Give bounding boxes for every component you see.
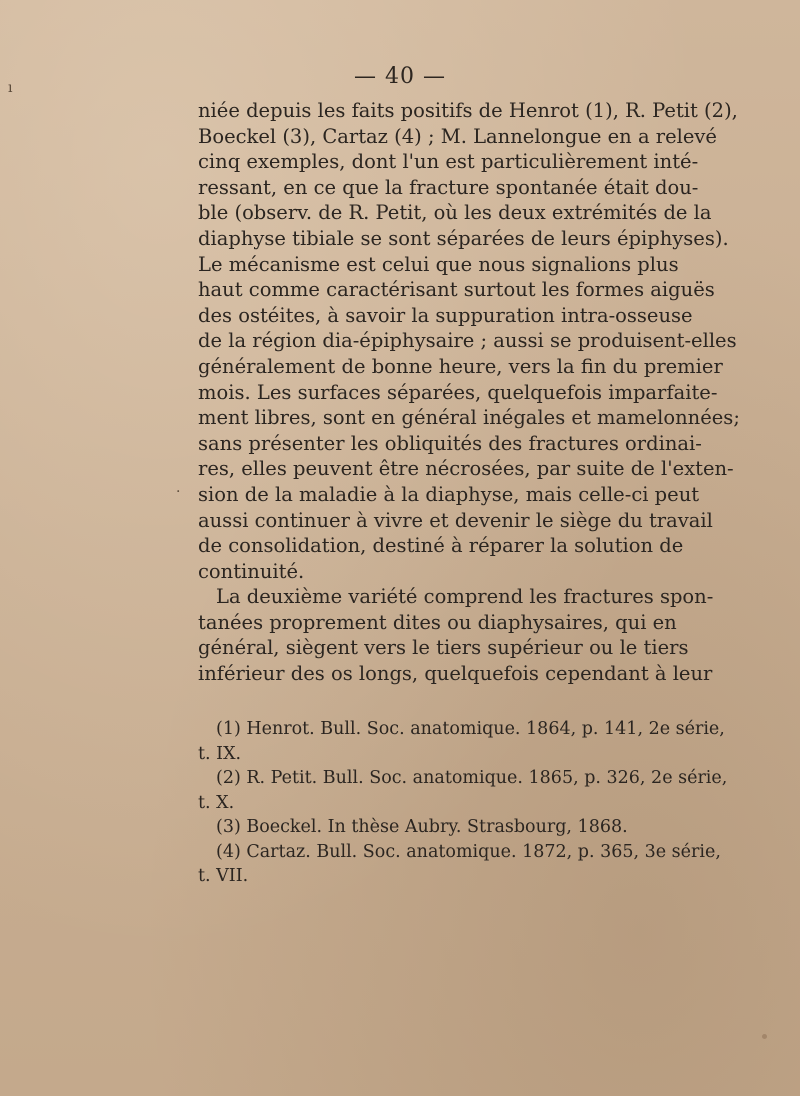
footnote-3: (3) Boeckel. In thèse Aubry. Strasbourg, 1868. (216, 817, 628, 837)
text-line: ble (observ. de R. Petit, où les deux extrémités de la (198, 201, 712, 225)
text-line: haut comme caractérisant surtout les formes aiguës (198, 278, 715, 302)
footnote-1-cont: t. IX. (198, 743, 242, 764)
margin-mark: ı (8, 80, 13, 96)
footnote-1: (1) Henrot. Bull. Soc. anatomique. 1864, p. 141, 2e série, (216, 719, 725, 739)
text-line: mois. Les surfaces séparées, quelquefois imparfaite- (198, 380, 718, 404)
page-number: — 40 — (354, 64, 446, 89)
text-line: sion de la maladie à la diaphyse, mais celle-ci peut (198, 482, 700, 506)
footnote-4: (4) Cartaz. Bull. Soc. anatomique. 1872, p. 365, 3e série, (216, 841, 721, 862)
paragraph-line: La deuxième variété comprend les fractures spon- (216, 585, 714, 609)
paragraph-line: tanées proprement dites ou diaphysaires, qui en (198, 610, 677, 634)
main-text (198, 98, 740, 687)
margin-dash: · (176, 484, 181, 500)
paper-spot (762, 1034, 767, 1039)
text-line: ressant, en ce que la fracture spontanée était dou- (198, 175, 699, 199)
text-line: Le mécanisme est celui que nous signalions plus (198, 252, 679, 276)
text-line: cinq exemples, dont l'un est particulièrement inté- (198, 150, 699, 174)
text-line: généralement de bonne heure, vers la fin du premier (198, 354, 723, 378)
footnote-2: (2) R. Petit. Bull. Soc. anatomique. 1865, p. 326, 2e série, (216, 768, 728, 788)
text-line: res, elles peuvent être nécrosées, par suite de l'exten- (198, 457, 734, 481)
text-line: ment libres, sont en général inégales et mamelonnées; (198, 406, 740, 430)
text-line: aussi continuer à vivre et devenir le siège du travail (198, 508, 713, 532)
text-line: continuité. (198, 559, 305, 583)
text-line: Boeckel (3), Cartaz (4) ; M. Lannelongue en a relevé (198, 124, 717, 148)
text-line: de consolidation, destiné à réparer la solution de (198, 534, 684, 558)
text-line: de la région dia-épiphysaire ; aussi se produisent-elles (198, 329, 737, 353)
paragraph-line: inférieur des os longs, quelquefois cependant à leur (198, 662, 713, 686)
text-line: des ostéites, à savoir la suppuration intra-osseuse (198, 303, 693, 327)
text-line: niée depuis les faits positifs de Henrot (1), R. Petit (2), (198, 99, 738, 122)
paragraph-line: général, siègent vers le tiers supérieur ou le tiers (198, 636, 689, 660)
footnote-4-cont: t. VII. (198, 866, 249, 886)
text-line: diaphyse tibiale se sont séparées de leurs épiphyses). (198, 226, 729, 250)
footnotes (198, 717, 728, 889)
footnote-2-cont: t. X. (198, 792, 235, 813)
text-line: sans présenter les obliquités des fractures ordinai- (198, 431, 702, 455)
